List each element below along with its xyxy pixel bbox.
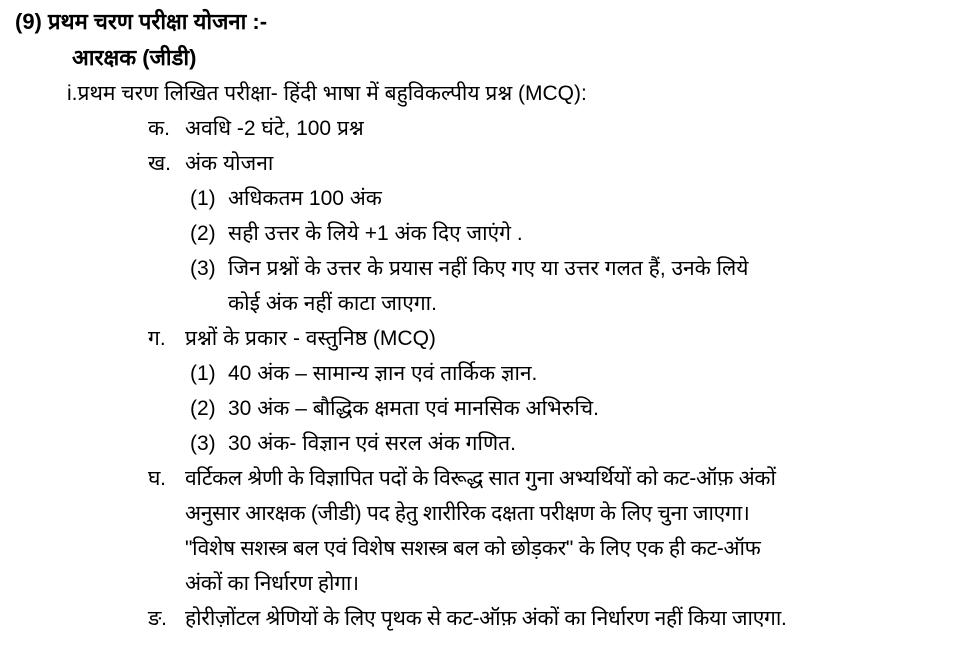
sub-item-text	[228, 356, 955, 391]
list-item	[0, 146, 955, 321]
sub-item-label: (2)	[190, 222, 216, 245]
sub-item-label: (1)	[190, 362, 216, 385]
text-line: सही उत्तर के लिये +1 अंक दिए जाएंगे .	[228, 222, 523, 245]
sub-list-item	[185, 391, 955, 426]
sub-item-text	[228, 181, 955, 216]
text-line: जिन प्रश्नों के उत्तर के प्रयास नहीं किए गए या उत्तर गलत हैं, उनके लिये	[228, 257, 749, 280]
item-text	[185, 461, 955, 601]
item-label: ग.	[148, 327, 166, 350]
outline-list	[0, 111, 955, 636]
item-text	[185, 146, 955, 321]
list-item	[0, 461, 955, 601]
text-line: अवधि -2 घंटे, 100 प्रश्न	[185, 117, 364, 140]
list-item	[0, 321, 955, 461]
text-line: प्रश्नों के प्रकार - वस्तुनिष्ठ (MCQ)	[185, 327, 436, 350]
text-line: अनुसार आरक्षक (जीडी) पद हेतु शारीरिक दक्षता परीक्षण के लिए चुना जाएगा।	[185, 502, 750, 525]
text-line: अधिकतम 100 अंक	[228, 187, 382, 210]
item-text	[185, 601, 955, 636]
text-line: कोई अंक नहीं काटा जाएगा.	[228, 292, 437, 315]
sub-item-text	[228, 251, 955, 321]
sub-list-item	[185, 181, 955, 216]
text-line: अंक योजना	[185, 152, 274, 175]
sub-list	[185, 181, 955, 321]
item-text	[185, 111, 955, 146]
sub-item-label: (3)	[190, 257, 216, 280]
sub-item-text	[228, 216, 955, 251]
item-label: ङ.	[148, 607, 167, 630]
list-item	[0, 111, 955, 146]
item-label: क.	[148, 117, 170, 140]
intro-line: i.प्रथम चरण लिखित परीक्षा- हिंदी भाषा में बहुविकल्पीय प्रश्न (MCQ):	[67, 82, 587, 105]
sub-list-item	[185, 251, 955, 321]
text-line: "विशेष सशस्त्र बल एवं विशेष सशस्त्र बल को छोड़कर" के लिए एक ही कट-ऑफ	[185, 537, 761, 560]
sub-list-item	[185, 426, 955, 461]
text-line: 30 अंक- विज्ञान एवं सरल अंक गणित.	[228, 432, 516, 455]
text-line: वर्टिकल श्रेणी के विज्ञापित पदों के विरूद्ध सात गुना अभ्यर्थियों को कट-ऑफ़ अंकों	[185, 467, 776, 490]
sub-list-item	[185, 356, 955, 391]
sub-list-item	[185, 216, 955, 251]
text-line: 40 अंक – सामान्य ज्ञान एवं तार्किक ज्ञान.	[228, 362, 538, 385]
item-label: ख.	[148, 152, 172, 175]
item-text	[185, 321, 955, 461]
sub-item-text	[228, 426, 955, 461]
sub-item-text	[228, 391, 955, 426]
post-subheading: आरक्षक (जीडी)	[72, 45, 197, 70]
text-line: अंकों का निर्धारण होगा।	[185, 572, 359, 595]
sub-item-label: (1)	[190, 187, 216, 210]
text-line: होरीज़ोंटल श्रेणियों के लिए पृथक से कट-ऑफ़ अंकों का निर्धारण नहीं किया जाएगा.	[185, 607, 787, 630]
item-label: घ.	[148, 467, 166, 490]
list-item	[0, 601, 955, 636]
section-heading: (9) प्रथम चरण परीक्षा योजना :-	[15, 9, 268, 34]
sub-item-label: (2)	[190, 397, 216, 420]
sub-item-label: (3)	[190, 432, 216, 455]
text-line: 30 अंक – बौद्धिक क्षमता एवं मानसिक अभिरुचि.	[228, 397, 599, 420]
sub-list	[185, 356, 955, 461]
